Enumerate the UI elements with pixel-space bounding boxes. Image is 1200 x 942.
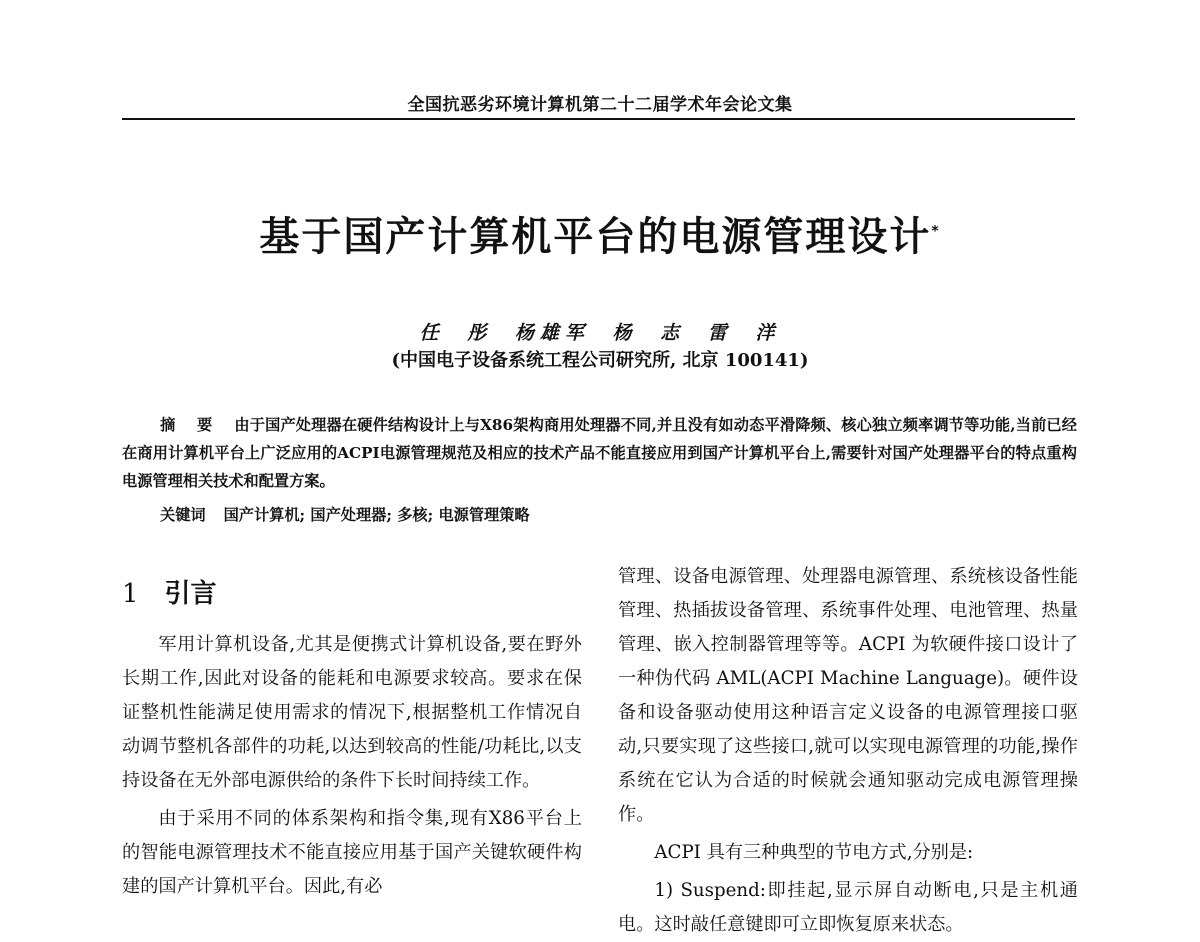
abstract-label: 摘 要 xyxy=(160,416,221,434)
keywords-text: 国产计算机; 国产处理器; 多核; 电源管理策略 xyxy=(223,506,530,524)
title-footnote-mark: * xyxy=(931,223,941,240)
paper-title-text: 基于国产计算机平台的电源管理设计 xyxy=(259,214,932,260)
paragraph: 1) Suspend:即挂起,显示屏自动断电,只是主机通电。这时敲任意键即可立即恢复原来状态。 xyxy=(618,880,1078,935)
header-divider xyxy=(122,118,1075,120)
affiliation: (中国电子设备系统工程公司研究所, 北京 100141) xyxy=(391,350,809,371)
section-heading xyxy=(122,573,217,610)
section-title: 引言 xyxy=(164,579,217,609)
paragraph: 军用计算机设备,尤其是便携式计算机设备,要在野外长期工作,因此对设备的能耗和电源要求较高。要求在保证整机性能满足使用需求的情况下,根据整机工作情况自动调节整机各部件的功耗,以达到较高的性能/功耗比,以支持设备在无外部电源供给的条件下长时间持续工作。 xyxy=(122,634,582,791)
abstract-text: 由于国产处理器在硬件结构设计上与X86架构商用处理器不同,并且没有如动态平滑降频、核心独立频率调节等功能,当前已经在商用计算机平台上广泛应用的ACPI电源管理规范及相应的技术产品不能直接应用到国产计算机平台上,需要针对国产处理器平台的特点重构电源管理相关技术和配置方案。 xyxy=(122,416,1077,490)
paper-title xyxy=(0,205,1200,262)
paragraph: ACPI 具有三种典型的节电方式,分别是: xyxy=(654,842,974,863)
keywords xyxy=(160,502,1060,528)
running-header: 全国抗恶劣环境计算机第二十二届学术年会论文集 xyxy=(407,95,793,115)
paragraph: 由于采用不同的体系架构和指令集,现有X86平台上的智能电源管理技术不能直接应用基于国产关键软硬件构建的国产计算机平台。因此,有必 xyxy=(122,808,582,897)
paragraph: 管理、设备电源管理、处理器电源管理、系统核设备性能管理、热插拔设备管理、系统事件处理、电池管理、热量管理、嵌入控制器管理等等。ACPI 为软硬件接口设计了一种伪代码 AML(ACPI Machine Language)。硬件设备和设备驱动使用这种语言定义设备的电源管理接口驱动,只要实现了这些接口,就可以实现电源管理的功能,操作系统在它认为合适的时候就会通知驱动完成电源管理操作。 xyxy=(618,566,1078,825)
author-list: 任 彤 杨雄军 杨 志 雷 洋 xyxy=(419,322,781,344)
keywords-label: 关键词 xyxy=(160,506,206,524)
left-column xyxy=(122,628,582,904)
abstract xyxy=(122,411,1077,495)
right-column xyxy=(618,560,1078,942)
section-number: 1 xyxy=(122,579,139,609)
